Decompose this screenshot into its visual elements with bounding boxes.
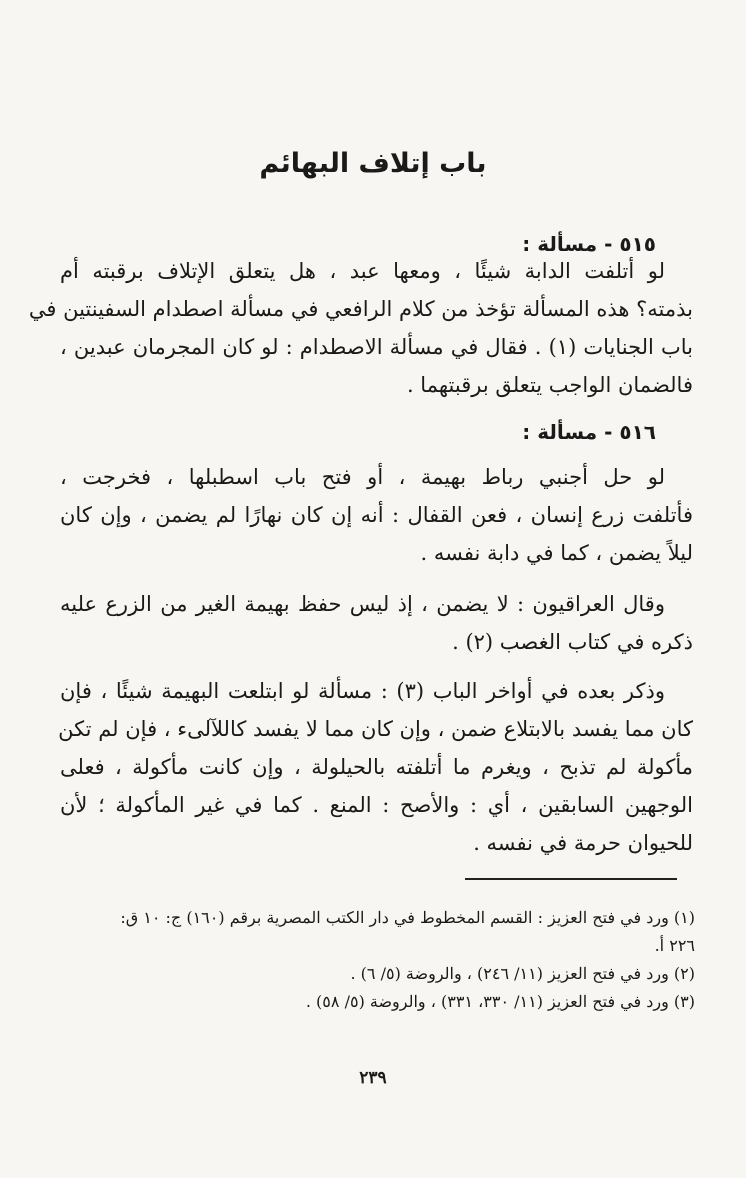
footnotes — [92, 904, 695, 1016]
text-line: ليلاً يضمن ، كما في دابة نفسه . — [420, 541, 693, 565]
text-line: وقال العراقيون : لا يضمن ، إذ ليس حفظ بهيمة الغير من الزرع عليه — [60, 592, 665, 616]
chapter-title: باب إتلاف البهائم — [259, 148, 487, 179]
text-line: ذكره في كتاب الغصب (٢) . — [452, 630, 693, 654]
text-line: بذمته؟ هذه المسألة تؤخذ من كلام الرافعي في مسألة اصطدام السفينتين في — [28, 297, 693, 321]
text-line: لو حل أجنبي رباط بهيمة ، أو فتح باب اسطبلها ، فخرجت ، — [60, 465, 665, 489]
text-line: وذكر بعده في أواخر الباب (٣) : مسألة لو ابتلعت البهيمة شيئًا ، فإن — [60, 679, 665, 703]
page-number: ٢٣٩ — [359, 1068, 387, 1088]
footnote-1: (١) ورد في فتح العزيز : القسم المخطوط في دار الكتب المصرية برقم (١٦٠) ج: ١٠ ق: — [120, 908, 695, 927]
issue-516-heading: ٥١٦ - مسألة : — [522, 420, 656, 444]
issue-515-heading: ٥١٥ - مسألة : — [522, 232, 656, 256]
issue-516-paragraph-2 — [60, 585, 693, 661]
issue-516-paragraph-1 — [60, 458, 693, 572]
text-line: فأتلفت زرع إنسان ، فعن القفال : أنه إن كان نهارًا لم يضمن ، وإن كان — [60, 503, 693, 527]
text-line: فالضمان الواجب يتعلق برقبتهما . — [406, 373, 693, 397]
text-line: الوجهين السابقين ، أي : والأصح : المنع . كما في غير المأكولة ؛ لأن — [60, 793, 693, 817]
text-line: باب الجنايات (١) . فقال في مسألة الاصطدام : لو كان المجرمان عبدين ، — [60, 335, 693, 359]
footnote-1-continued: ٢٢٦ أ. — [654, 936, 695, 955]
text-line: كان مما يفسد بالابتلاع ضمن ، وإن كان مما لا يفسد كاللآلىء ، فإن لم تكن — [58, 717, 693, 741]
issue-516-paragraph-3 — [60, 672, 693, 862]
text-line: مأكولة لم تذبح ، ويغرم ما أتلفته بالحيلولة ، وإن كانت مأكولة ، فعلى — [60, 755, 693, 779]
footnote-2: (٢) ورد في فتح العزيز (١١/ ٢٤٦) ، والروضة (٥/ ٦) . — [350, 964, 695, 983]
issue-515-paragraph — [28, 252, 693, 404]
footnote-3: (٣) ورد في فتح العزيز (١١/ ٣٣٠، ٣٣١) ، والروضة (٥/ ٥٨) . — [305, 992, 695, 1011]
text-line: لو أتلفت الدابة شيئًا ، ومعها عبد ، هل يتعلق الإتلاف برقبته أم — [60, 259, 665, 283]
footnote-separator — [465, 878, 677, 880]
text-line: للحيوان حرمة في نفسه . — [473, 831, 693, 855]
